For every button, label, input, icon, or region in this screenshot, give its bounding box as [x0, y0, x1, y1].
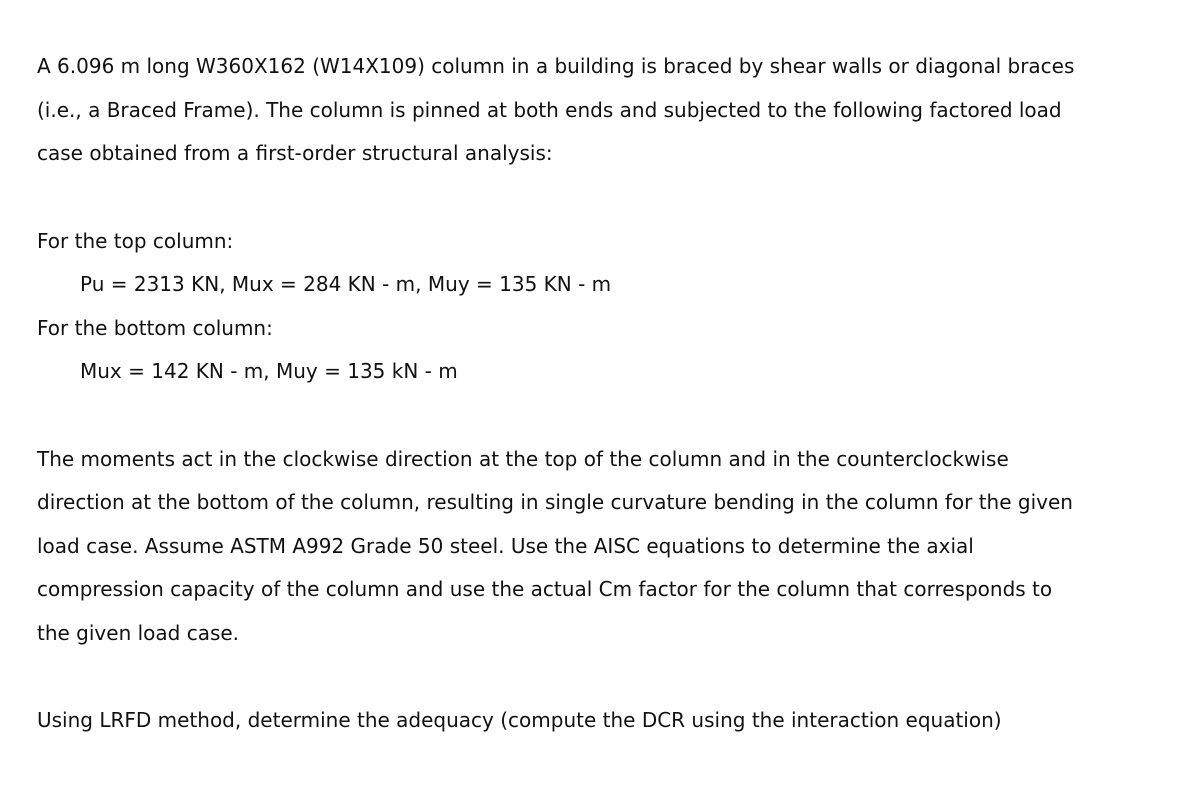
bottom-column-loads: Mux = 142 KN - m, Muy = 135 kN - m [80, 359, 458, 383]
description-line-4: compression capacity of the column and use the actual Cm factor for the column that corresponds to [37, 577, 1053, 601]
task-statement: Using LRFD method, determine the adequacy (compute the DCR using the interaction equation) [37, 708, 1002, 732]
intro-line-2: (i.e., a Braced Frame). The column is pinned at both ends and subjected to the following factored load [37, 98, 1062, 122]
description-line-2: direction at the bottom of the column, resulting in single curvature bending in the column for the given [37, 490, 1073, 514]
top-column-loads: Pu = 2313 KN, Mux = 284 KN - m, Muy = 135 KN - m [80, 272, 612, 296]
intro-line-1: A 6.096 m long W360X162 (W14X109) column in a building is braced by shear walls or diagonal braces [37, 54, 1075, 78]
description-line-3: load case. Assume ASTM A992 Grade 50 steel. Use the AISC equations to determine the axial [37, 534, 974, 558]
description-line-5: the given load case. [37, 621, 240, 645]
top-column-heading: For the top column: [37, 229, 234, 253]
description-line-1: The moments act in the clockwise direction at the top of the column and in the counterclockwise [37, 447, 1009, 471]
intro-line-3: case obtained from a first-order structural analysis: [37, 141, 553, 165]
bottom-column-heading: For the bottom column: [37, 316, 273, 340]
